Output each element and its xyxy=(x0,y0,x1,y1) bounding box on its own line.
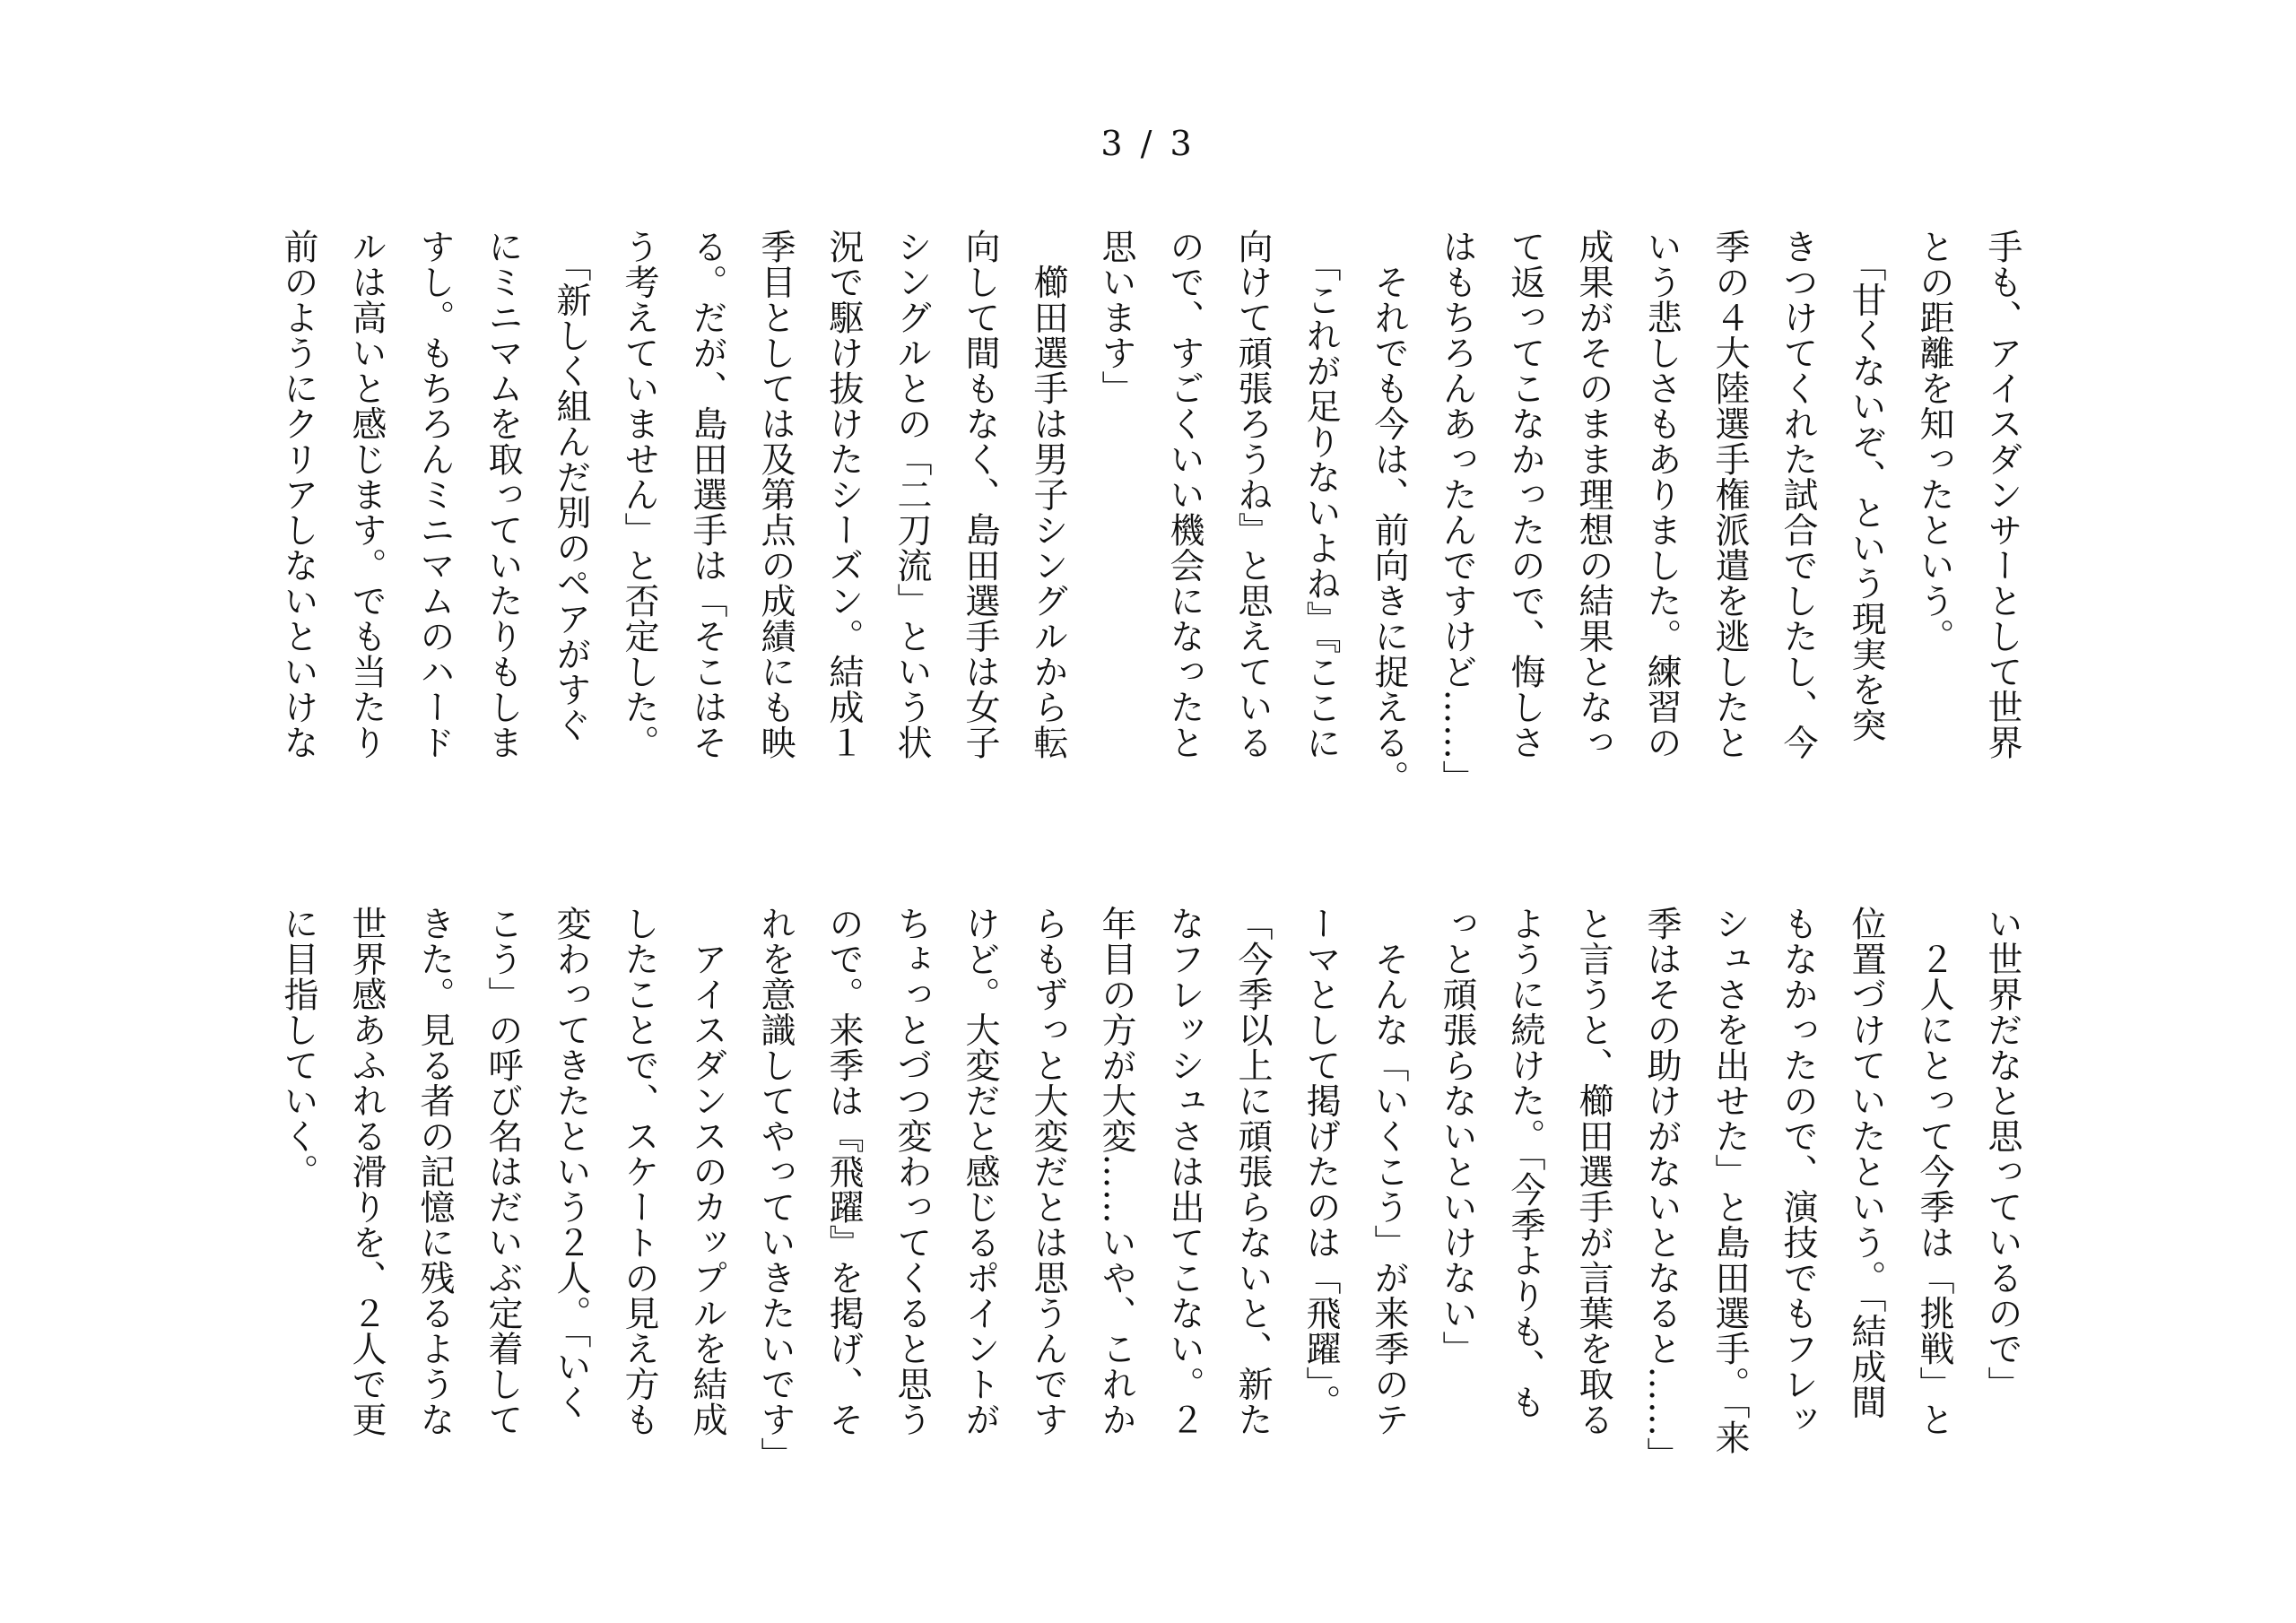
text-column: ので。来季は『飛躍』を掲げ、そ xyxy=(823,906,864,1437)
text-column: 思います」 xyxy=(1096,229,1136,406)
text-column: すし。もちろんミニマムのハード xyxy=(414,229,455,760)
text-column: 「今季以上に頑張らないと、新た xyxy=(1232,906,1273,1437)
text-column: 向して間もなく、島田選手は女子 xyxy=(960,229,1000,760)
text-column: う考えていません」と否定した。 xyxy=(619,229,659,760)
text-column: ので、すごくいい機会になったと xyxy=(1164,229,1205,760)
text-column: る。だが、島田選手は「そこはそ xyxy=(687,229,727,760)
text-column: なフレッシュさは出てこない。２ xyxy=(1164,906,1205,1437)
text-column: シングルとの「二刀流」という状 xyxy=(891,229,932,760)
text-column: けど。大変だと感じるポイントが xyxy=(960,906,1000,1437)
text-column: もなかったので、演技でもフレッ xyxy=(1778,906,1818,1437)
text-column: 「甘くないぞ、という現実を突 xyxy=(1846,229,1886,742)
article-text-upper xyxy=(260,229,2036,795)
text-column: きつけてくれた試合でしたし、今 xyxy=(1778,229,1818,760)
text-column: 前のようにクリアしないといけな xyxy=(278,229,318,760)
text-column: 季の４大陸選手権派遣を逃したと xyxy=(1709,229,1750,760)
text-column: そんな「いくこう」が来季のテ xyxy=(1369,906,1409,1437)
text-column: 変わってきたという２人。「いく xyxy=(551,906,591,1419)
text-column: との距離を知ったという。 xyxy=(1914,229,1954,654)
text-column: ２人にとって今季は「挑戦」と xyxy=(1914,906,1954,1437)
text-column: ちょっとづつ変わってくると思う xyxy=(891,906,932,1437)
text-column: ように続けた。「今季よりも、も xyxy=(1505,906,1545,1419)
text-column: 成果がそのまま理想の結果となっ xyxy=(1573,229,1613,760)
text-column: 「これが足りないよね』『ここに xyxy=(1300,229,1341,760)
text-column: にミニマムを取っていたりもしま xyxy=(483,229,523,760)
text-column: はもちろんあったんですけど……」 xyxy=(1437,229,1477,795)
text-column: ルは高いと感じます。でも当たり xyxy=(346,229,387,760)
text-column: っと頑張らないといけない」 xyxy=(1437,906,1477,1367)
text-column: 世界感あふれる滑りを、２人で更 xyxy=(346,906,387,1437)
text-column: それでも今は、前向きに捉える。 xyxy=(1369,229,1409,795)
text-column: 手も、アイスダンサーとして世界 xyxy=(1982,229,2022,760)
text-column: らもずっと大変だとは思うんです xyxy=(1028,906,1068,1437)
text-column: て返ってこなかったので、悔しさ xyxy=(1505,229,1545,760)
page-number: 3 / 3 xyxy=(1100,124,1196,163)
text-column: ーマとして掲げたのは「飛躍」。 xyxy=(1300,906,1341,1419)
text-column: 「新しく組んだ別のペアがすぐ xyxy=(551,229,591,742)
text-column: 年目の方が大変……いや、これか xyxy=(1096,906,1136,1437)
text-column: 位置づけていたという。「結成間 xyxy=(1846,906,1886,1419)
text-column: こう」の呼び名はだいぶ定着して xyxy=(483,906,523,1437)
text-column: したことで、スケートの見え方も xyxy=(619,906,659,1437)
text-column: きた。見る者の記憶に残るような xyxy=(414,906,455,1437)
text-column: 季はその助けがないとなると……」 xyxy=(1641,906,1682,1472)
text-column: 向けて頑張ろうね』と思えている xyxy=(1232,229,1273,760)
text-column: 況で駆け抜けたシーズン。結成１ xyxy=(823,229,864,760)
text-column: に目指していく。 xyxy=(278,906,318,1189)
text-column: い世界だなと思っているので」 xyxy=(1982,906,2022,1402)
text-column: れを意識してやっていきたいです」 xyxy=(755,906,796,1472)
text-column: と言うと、櫛田選手が言葉を取る xyxy=(1573,906,1613,1437)
text-column: アイスダンスのカップルを結成 xyxy=(687,906,727,1437)
text-column: シュさを出せた」と島田選手。「来 xyxy=(1709,906,1750,1455)
text-column: 季目としては及第点の成績にも映 xyxy=(755,229,796,760)
text-column: いう悲しさもありました。練習の xyxy=(1641,229,1682,760)
article-text-lower xyxy=(260,906,2036,1472)
text-column: 櫛田選手は男子シングルから転 xyxy=(1028,229,1068,760)
